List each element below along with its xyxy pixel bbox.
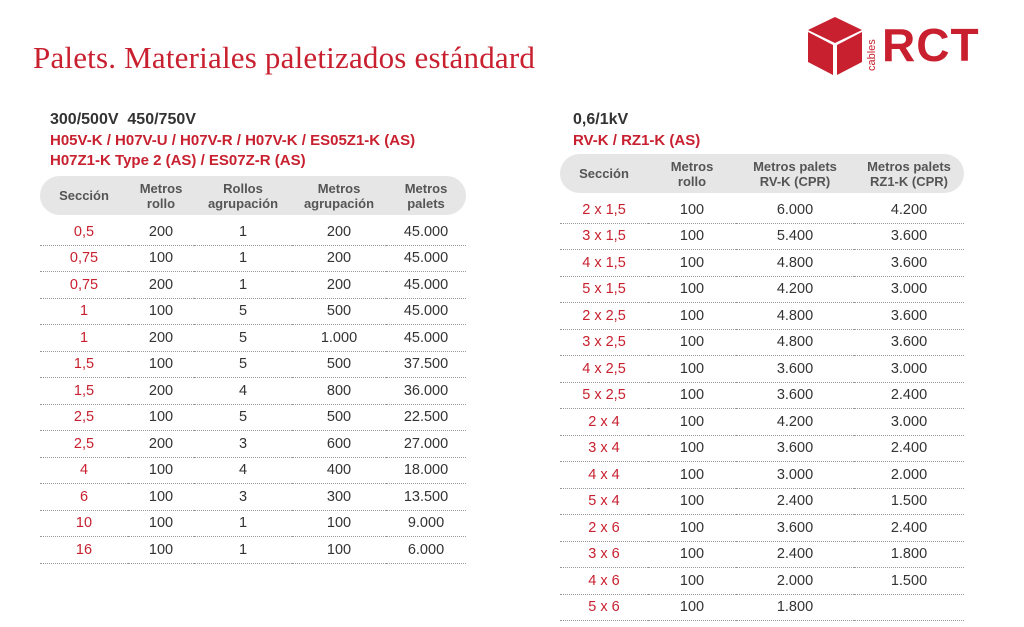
section-cell: 0,5 <box>40 219 128 245</box>
value-cell: 100 <box>128 484 194 511</box>
left-header-text: Rollos <box>223 180 263 196</box>
value-cell: 100 <box>648 356 736 383</box>
value-cell: 4.200 <box>736 409 854 436</box>
value-cell: 100 <box>128 404 194 431</box>
left-header-text: Metros <box>139 180 183 196</box>
value-cell: 100 <box>648 541 736 568</box>
value-cell: 4.200 <box>854 197 964 223</box>
table-row <box>40 325 466 352</box>
right-header-cell <box>854 154 964 193</box>
value-cell: 3 <box>194 484 292 511</box>
value-cell: 18.000 <box>386 457 466 484</box>
section-cell: 0,75 <box>40 245 128 272</box>
value-cell: 100 <box>648 488 736 515</box>
table-row <box>560 382 964 409</box>
table-row <box>560 541 964 568</box>
section-cell: 4 x 4 <box>560 462 648 489</box>
section-cell: 3 x 1,5 <box>560 223 648 250</box>
right-header-text: Metros <box>670 158 714 174</box>
value-cell: 200 <box>292 272 386 299</box>
cube-logo-icon <box>806 15 864 77</box>
value-cell: 3.600 <box>854 250 964 277</box>
value-cell: 3.600 <box>854 223 964 250</box>
table-row <box>560 223 964 250</box>
left-types-line2: H07Z1-K Type 2 (AS) / ES07Z-R (AS) <box>50 152 306 169</box>
section-cell: 4 x 2,5 <box>560 356 648 383</box>
right-header-text: Sección <box>579 166 629 181</box>
value-cell: 4.800 <box>736 250 854 277</box>
value-cell: 100 <box>292 537 386 564</box>
value-cell: 3.000 <box>854 276 964 303</box>
left-header-text: agrupación <box>303 195 375 211</box>
section-cell: 1,5 <box>40 378 128 405</box>
value-cell: 200 <box>128 431 194 458</box>
table-row <box>560 197 964 223</box>
value-cell: 100 <box>648 276 736 303</box>
value-cell: 4 <box>194 457 292 484</box>
value-cell: 200 <box>128 325 194 352</box>
value-cell: 45.000 <box>386 298 466 325</box>
value-cell: 2.400 <box>736 541 854 568</box>
table-row <box>560 276 964 303</box>
value-cell: 13.500 <box>386 484 466 511</box>
table-row <box>40 219 466 245</box>
value-cell: 4.200 <box>736 276 854 303</box>
rct-logo <box>806 15 986 77</box>
value-cell: 100 <box>128 510 194 537</box>
logo-wordmark: RCT <box>882 19 980 71</box>
value-cell: 600 <box>292 431 386 458</box>
value-cell: 1.800 <box>736 594 854 621</box>
table-row <box>40 404 466 431</box>
value-cell: 2.400 <box>854 382 964 409</box>
value-cell: 2.000 <box>854 462 964 489</box>
value-cell: 45.000 <box>386 272 466 299</box>
value-cell: 5.400 <box>736 223 854 250</box>
section-cell: 16 <box>40 537 128 564</box>
value-cell: 22.500 <box>386 404 466 431</box>
value-cell: 1.500 <box>854 488 964 515</box>
section-cell: 4 x 1,5 <box>560 250 648 277</box>
value-cell: 100 <box>128 351 194 378</box>
value-cell: 800 <box>292 378 386 405</box>
value-cell: 1.000 <box>292 325 386 352</box>
table-row <box>560 250 964 277</box>
value-cell: 100 <box>648 329 736 356</box>
table-row <box>560 488 964 515</box>
section-cell: 1 <box>40 325 128 352</box>
value-cell: 200 <box>292 219 386 245</box>
table-row <box>560 409 964 436</box>
section-cell: 5 x 4 <box>560 488 648 515</box>
value-cell: 4 <box>194 378 292 405</box>
left-section-heading <box>50 111 415 171</box>
value-cell: 45.000 <box>386 245 466 272</box>
table-row <box>40 431 466 458</box>
value-cell: 2.400 <box>736 488 854 515</box>
value-cell: 100 <box>648 197 736 223</box>
value-cell: 100 <box>648 515 736 542</box>
left-header-text: palets <box>407 195 445 211</box>
value-cell: 2.400 <box>854 435 964 462</box>
left-header-text: Metros <box>317 180 361 196</box>
value-cell: 5 <box>194 404 292 431</box>
table-row <box>40 378 466 405</box>
table-row <box>40 510 466 537</box>
value-cell <box>854 594 964 621</box>
section-cell: 10 <box>40 510 128 537</box>
value-cell: 3.600 <box>736 382 854 409</box>
value-cell: 2.000 <box>736 568 854 595</box>
value-cell: 100 <box>128 245 194 272</box>
value-cell: 100 <box>648 250 736 277</box>
value-cell: 37.500 <box>386 351 466 378</box>
value-cell: 3.600 <box>736 356 854 383</box>
section-cell: 5 x 6 <box>560 594 648 621</box>
section-cell: 2,5 <box>40 431 128 458</box>
left-header-cell <box>292 176 386 215</box>
page-title: Palets. Materiales paletizados estándard <box>33 40 536 75</box>
value-cell: 1 <box>194 272 292 299</box>
value-cell: 200 <box>128 219 194 245</box>
section-cell: 6 <box>40 484 128 511</box>
value-cell: 6.000 <box>386 537 466 564</box>
left-header-cell <box>128 176 194 215</box>
table-row <box>560 356 964 383</box>
value-cell: 1 <box>194 510 292 537</box>
value-cell: 100 <box>648 594 736 621</box>
table-row <box>560 515 964 542</box>
value-cell: 3.600 <box>854 303 964 330</box>
left-header-cell <box>194 176 292 215</box>
value-cell: 500 <box>292 351 386 378</box>
table-row <box>40 272 466 299</box>
value-cell: 100 <box>648 435 736 462</box>
value-cell: 400 <box>292 457 386 484</box>
section-cell: 2 x 1,5 <box>560 197 648 223</box>
table-row <box>560 435 964 462</box>
right-header-text: RV-K (CPR) <box>759 173 831 189</box>
value-cell: 200 <box>128 378 194 405</box>
section-cell: 2 x 4 <box>560 409 648 436</box>
value-cell: 4.800 <box>736 303 854 330</box>
logo-cables-text: cables <box>866 39 878 71</box>
section-cell: 1 <box>40 298 128 325</box>
right-section-heading <box>573 111 700 151</box>
section-cell: 4 <box>40 457 128 484</box>
left-header-text: rollo <box>146 195 176 211</box>
right-header-cell <box>560 154 648 193</box>
value-cell: 1.500 <box>854 568 964 595</box>
table-row <box>560 303 964 330</box>
table-row <box>40 245 466 272</box>
left-header-text: Sección <box>59 188 109 203</box>
value-cell: 5 <box>194 325 292 352</box>
left-table <box>40 176 466 564</box>
left-header-text: agrupación <box>207 195 279 211</box>
section-cell: 5 x 2,5 <box>560 382 648 409</box>
value-cell: 100 <box>128 457 194 484</box>
value-cell: 1.800 <box>854 541 964 568</box>
left-voltage: 300/500V 450/750V <box>50 111 196 128</box>
value-cell: 36.000 <box>386 378 466 405</box>
value-cell: 5 <box>194 298 292 325</box>
section-cell: 5 x 1,5 <box>560 276 648 303</box>
value-cell: 3.600 <box>854 329 964 356</box>
left-types-line1: H05V-K / H07V-U / H07V-R / H07V-K / ES05Z1-K (AS) <box>50 132 416 149</box>
table-row <box>560 568 964 595</box>
value-cell: 45.000 <box>386 325 466 352</box>
value-cell: 45.000 <box>386 219 466 245</box>
value-cell: 3.000 <box>854 356 964 383</box>
right-header-cell <box>736 154 854 193</box>
table-row <box>560 329 964 356</box>
right-table <box>560 154 964 621</box>
value-cell: 9.000 <box>386 510 466 537</box>
value-cell: 6.000 <box>736 197 854 223</box>
left-header-cell <box>40 176 128 215</box>
value-cell: 200 <box>292 245 386 272</box>
left-header-cell <box>386 176 466 215</box>
value-cell: 100 <box>128 298 194 325</box>
value-cell: 3 <box>194 431 292 458</box>
value-cell: 100 <box>648 409 736 436</box>
value-cell: 300 <box>292 484 386 511</box>
value-cell: 100 <box>648 462 736 489</box>
right-types-line1: RV-K / RZ1-K (AS) <box>573 132 701 149</box>
section-cell: 3 x 2,5 <box>560 329 648 356</box>
table-row <box>40 484 466 511</box>
value-cell: 100 <box>648 303 736 330</box>
value-cell: 1 <box>194 219 292 245</box>
right-header-text: RZ1-K (CPR) <box>870 173 948 189</box>
section-cell: 4 x 6 <box>560 568 648 595</box>
right-header-text: Metros palets <box>753 158 837 174</box>
value-cell: 100 <box>648 382 736 409</box>
table-row <box>40 457 466 484</box>
right-voltage: 0,6/1kV <box>573 111 629 128</box>
value-cell: 3.600 <box>736 515 854 542</box>
section-cell: 2 x 6 <box>560 515 648 542</box>
value-cell: 2.400 <box>854 515 964 542</box>
value-cell: 500 <box>292 404 386 431</box>
value-cell: 3.600 <box>736 435 854 462</box>
value-cell: 100 <box>648 568 736 595</box>
value-cell: 200 <box>128 272 194 299</box>
section-cell: 1,5 <box>40 351 128 378</box>
section-cell: 0,75 <box>40 272 128 299</box>
value-cell: 3.000 <box>736 462 854 489</box>
section-cell: 3 x 4 <box>560 435 648 462</box>
right-header-cell <box>648 154 736 193</box>
right-header-text: rollo <box>677 173 707 189</box>
value-cell: 27.000 <box>386 431 466 458</box>
value-cell: 100 <box>648 223 736 250</box>
table-row <box>40 537 466 564</box>
value-cell: 3.000 <box>854 409 964 436</box>
section-cell: 2,5 <box>40 404 128 431</box>
table-row <box>560 594 964 621</box>
value-cell: 100 <box>128 537 194 564</box>
table-row <box>560 462 964 489</box>
value-cell: 4.800 <box>736 329 854 356</box>
section-cell: 2 x 2,5 <box>560 303 648 330</box>
table-row <box>40 298 466 325</box>
value-cell: 5 <box>194 351 292 378</box>
value-cell: 500 <box>292 298 386 325</box>
value-cell: 1 <box>194 245 292 272</box>
section-cell: 3 x 6 <box>560 541 648 568</box>
value-cell: 100 <box>292 510 386 537</box>
table-row <box>40 351 466 378</box>
right-header-text: Metros palets <box>867 158 951 174</box>
left-header-text: Metros <box>404 180 448 196</box>
value-cell: 1 <box>194 537 292 564</box>
